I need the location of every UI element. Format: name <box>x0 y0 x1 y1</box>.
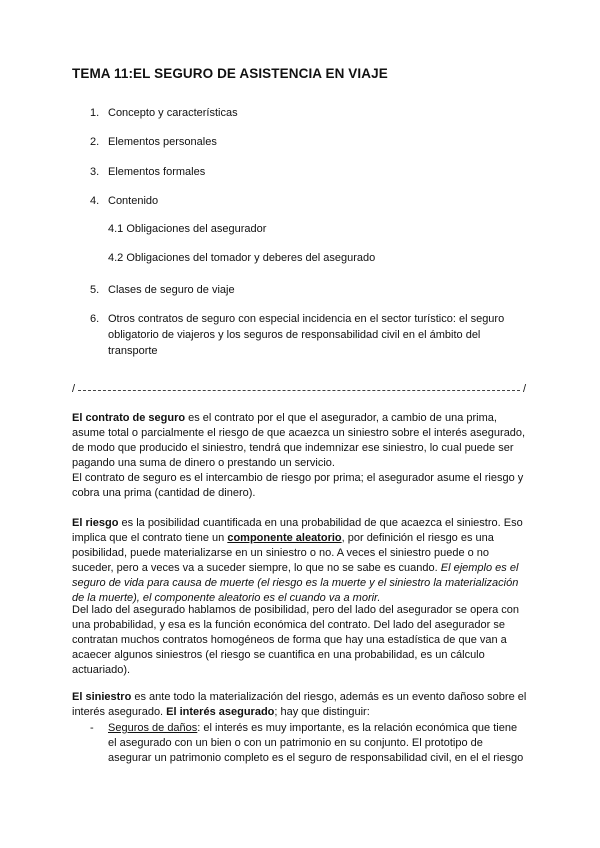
paragraph-text: es ante todo la materialización del riesgo, además es un evento dañoso sobre el interés asegurado. <box>72 691 527 718</box>
paragraph-text: ; hay que distinguir: <box>274 706 370 718</box>
divider-slash-right: / <box>522 383 526 395</box>
toc-item-text: Contenido <box>108 195 159 207</box>
toc-item-number: 2. <box>90 136 100 148</box>
paragraph-text: , por definición el riesgo es una posibilidad, puede materializarse en un siniestro o no. A veces el siniestro puede o no suceder, pero a veces va a suceder siempre, lo que no se sabe es cuando. <box>72 532 494 574</box>
toc-item-number: 3. <box>90 166 100 178</box>
term-contrato-de-seguro: El contrato de seguro <box>72 412 186 424</box>
paragraph-intercambio: El contrato de seguro es el intercambio de riesgo por prima; el asegurador asume el riesgo y cobra una prima (cantidad de dinero). <box>72 472 524 499</box>
term-interes-asegurado: El interés asegurado <box>166 706 275 718</box>
toc-item-text: Concepto y características <box>108 107 238 119</box>
toc-item-number: 4. <box>90 195 100 207</box>
term-siniestro: El siniestro <box>72 691 132 703</box>
toc-subitem-4-1: 4.1 Obligaciones del asegurador <box>108 223 267 235</box>
paragraph-text: es el contrato por el que el asegurador, a cambio de una prima, asume total o parcialmente el riesgo de que acaezca un siniestro sobre el interés asegurado, de modo que producido el siniestro, tendrá que indemnizar ese siniestro, lo cual puede ser pagando una suma de dinero o prestando un servicio. <box>72 412 526 469</box>
toc-item-text: Elementos formales <box>108 166 206 178</box>
bullet-dash: - <box>90 722 94 734</box>
divider-slash-left: / <box>72 383 76 395</box>
bullet-body: : el interés es muy importante, es la relación económica que tiene el asegurado con un bien o con un patrimonio en su conjunto. El prototipo de asegurar un patrimonio completo es el seguro de responsabilidad civil, en el el riesgo <box>108 722 524 764</box>
section-divider <box>72 383 526 395</box>
paragraph-asegurado-asegurador: Del lado del asegurado hablamos de posibilidad, pero del lado del asegurador se opera con una probabilidad, y esa es la función económica del contrato. Del lado del asegurador se contratan muchos contratos homogéneos de forma que hay una estadística de que van a acaecer algunos siniestros (el riesgo se cuantifica en una probabilidad, es un cálculo actuariado). <box>72 604 520 676</box>
term-componente-aleatorio: componente aleatorio <box>227 532 342 544</box>
term-riesgo: El riesgo <box>72 517 119 529</box>
toc-subitem-4-2: 4.2 Obligaciones del tomador y deberes del asegurado <box>108 252 376 264</box>
toc-item-text: Clases de seguro de viaje <box>108 284 235 296</box>
paragraph-riesgo <box>72 516 528 606</box>
toc-item-text: Elementos personales <box>108 136 217 148</box>
divider-dashed-line <box>78 390 520 391</box>
toc-item-number: 5. <box>90 284 100 296</box>
toc-item-number: 1. <box>90 107 100 119</box>
page-title: TEMA 11:EL SEGURO DE ASISTENCIA EN VIAJE <box>72 66 388 81</box>
paragraph-siniestro <box>72 690 528 720</box>
paragraph-contrato-de-seguro <box>72 411 528 471</box>
toc-item-text: Otros contratos de seguro con especial incidencia en el sector turístico: el seguro obligatorio de viajeros y los seguros de responsabilidad civil en el ámbito del transporte <box>108 313 505 357</box>
paragraph-text: es la posibilidad cuantificada en una probabilidad de que acaezca el siniestro. Eso implica que el contrato tiene un <box>72 517 523 544</box>
bullet-text <box>108 721 528 766</box>
toc-item-number: 6. <box>90 313 100 325</box>
paragraph-italic-example: El ejemplo es el seguro de vida para causa de muerte (el riesgo es la muerte y el siniestro la materialización de la muerte), el componente aleatorio es el cuando va a morir. <box>72 562 519 604</box>
bullet-label: Seguros de daños <box>108 722 198 734</box>
